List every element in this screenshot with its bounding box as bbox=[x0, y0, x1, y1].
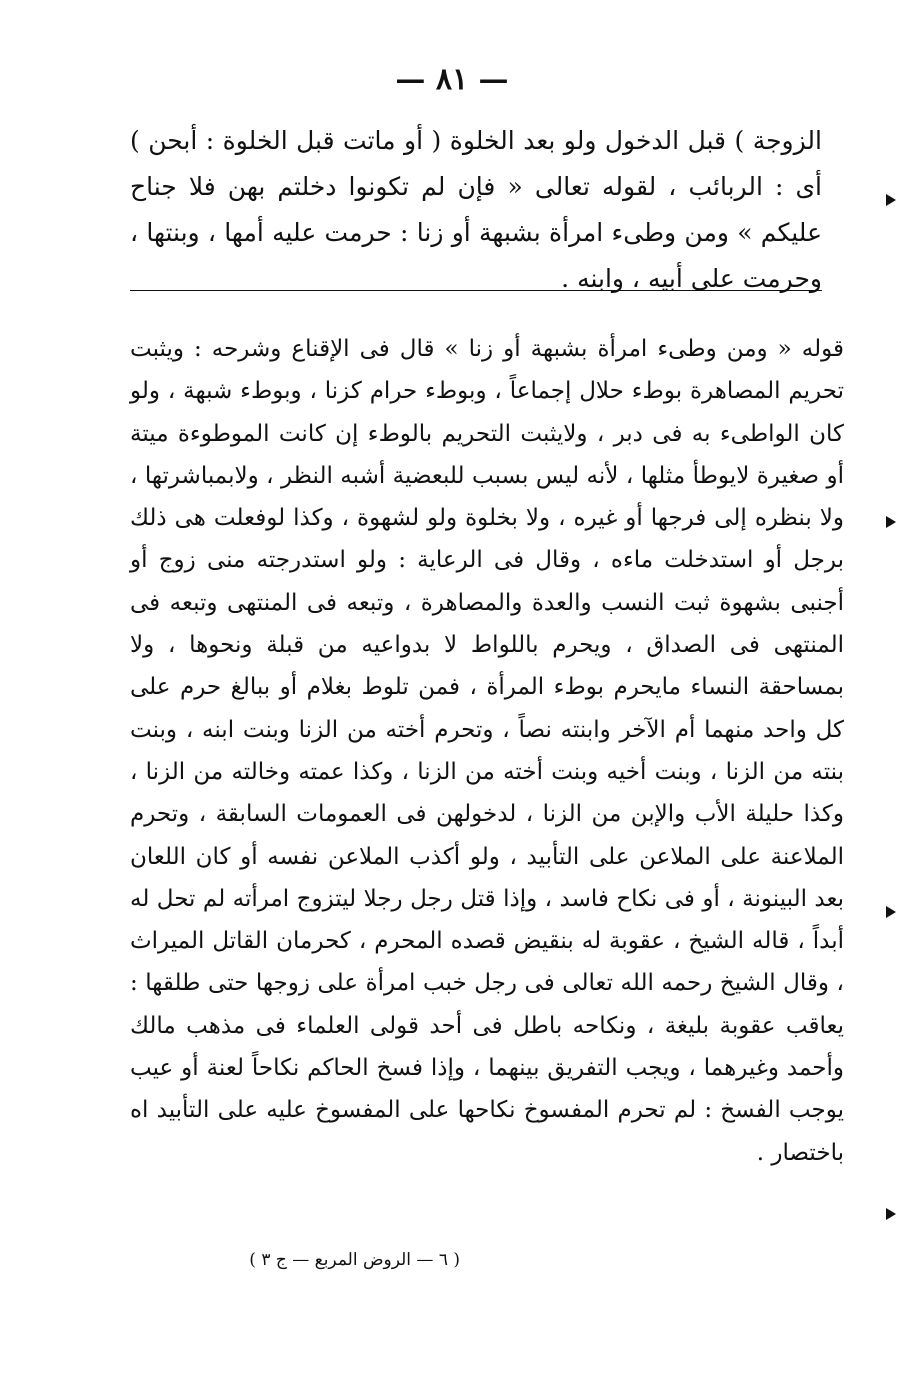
commentary-text bbox=[130, 328, 844, 1174]
main-text-paragraph: الزوجة ) قبل الدخول ولو بعد الخلوة ( أو ماتت قبل الخلوة : أبحن ) أى : الربائب ، لقوله تعالى « فإن لم تكونوا دخلتم بهن فلا جناح عليكم » ومن وطىء امرأة بشبهة أو زنا : حرمت عليه أمها ، وبنتها ، وحرمت على أبيه ، وابنه . bbox=[130, 126, 822, 293]
footnote-separator bbox=[130, 290, 822, 291]
margin-mark bbox=[886, 194, 896, 206]
page-number: — ٨١ — bbox=[395, 62, 509, 97]
margin-mark bbox=[886, 1208, 896, 1220]
commentary-paragraph: قوله « ومن وطىء امرأة بشبهة أو زنا » قال فى الإقناع وشرحه : ويثبت تحريم المصاهرة بوطء حلال إجماعاً ، وبوطء حرام كزنا ، وبوطء شبهة ، ولو كان الواطىء به فى دبر ، ولايثبت التحريم بالوطء إن كانت الموطوءة ميتة أو صغيرة لايوطأ مثلها ، لأنه ليس بسبب للبعضية أشبه النظر ، ولابمباشرتها ، ولا بنظره إلى فرجها أو غيره ، ولا بخلوة ولو لشهوة ، وكذا لوفعلت هى ذلك برجل أو استدخلت ماءه ، وقال فى الرعاية : ولو استدرجته منى زوج أو أجنبى بشهوة ثبت النسب والعدة والمصاهرة ، وتبعه فى المنتهى وتبعه فى المنتهى فى الصداق ، ويحرم باللواط لا بدواعيه من قبلة ونحوها ، ولا بمساحقة النساء مايحرم بوطء المرأة ، فمن تلوط بغلام أو ببالغ حرم على كل واحد منهما أم الآخر وابنته نصاً ، وتحرم أخته من الزنا وبنت ابنه ، وبنت بنته من الزنا ، وبنت أخيه وبنت أخته من الزنا ، وكذا عمته وخالته من الزنا ، وكذا حليلة الأب والإبن من الزنا ، لدخولهن فى العمومات السابقة ، وتحرم الملاعنة على الملاعن على التأبيد ، ولو أكذب الملاعن نفسه أو كان اللعان بعد البينونة ، أو فى نكاح فاسد ، وإذا قتل رجل رجلا ليتزوج امرأته لم تحل له أبداً ، قاله الشيخ ، عقوبة له بنقيض قصده المحرم ، كحرمان القاتل الميراث ، وقال الشيخ رحمه الله تعالى فى رجل خبب امرأة على زوجها حتى طلقها : يعاقب عقوبة بليغة ، ونكاحه باطل فى أحد قولى العلماء فى مذهب مالك وأحمد وغيرهما ، ويجب التفريق بينهما ، وإذا فسخ الحاكم نكاحاً لعنة أو عيب يوجب الفسخ : لم تحرم المفسوخ نكاحها على المفسوخ عليه على التأبيد اه باختصار . bbox=[130, 336, 844, 1166]
main-text bbox=[130, 118, 822, 302]
footer-signature: ( ٦ — الروض المربع — ج ٣ ) bbox=[249, 1250, 460, 1270]
margin-mark bbox=[886, 906, 896, 918]
margin-mark bbox=[886, 516, 896, 528]
